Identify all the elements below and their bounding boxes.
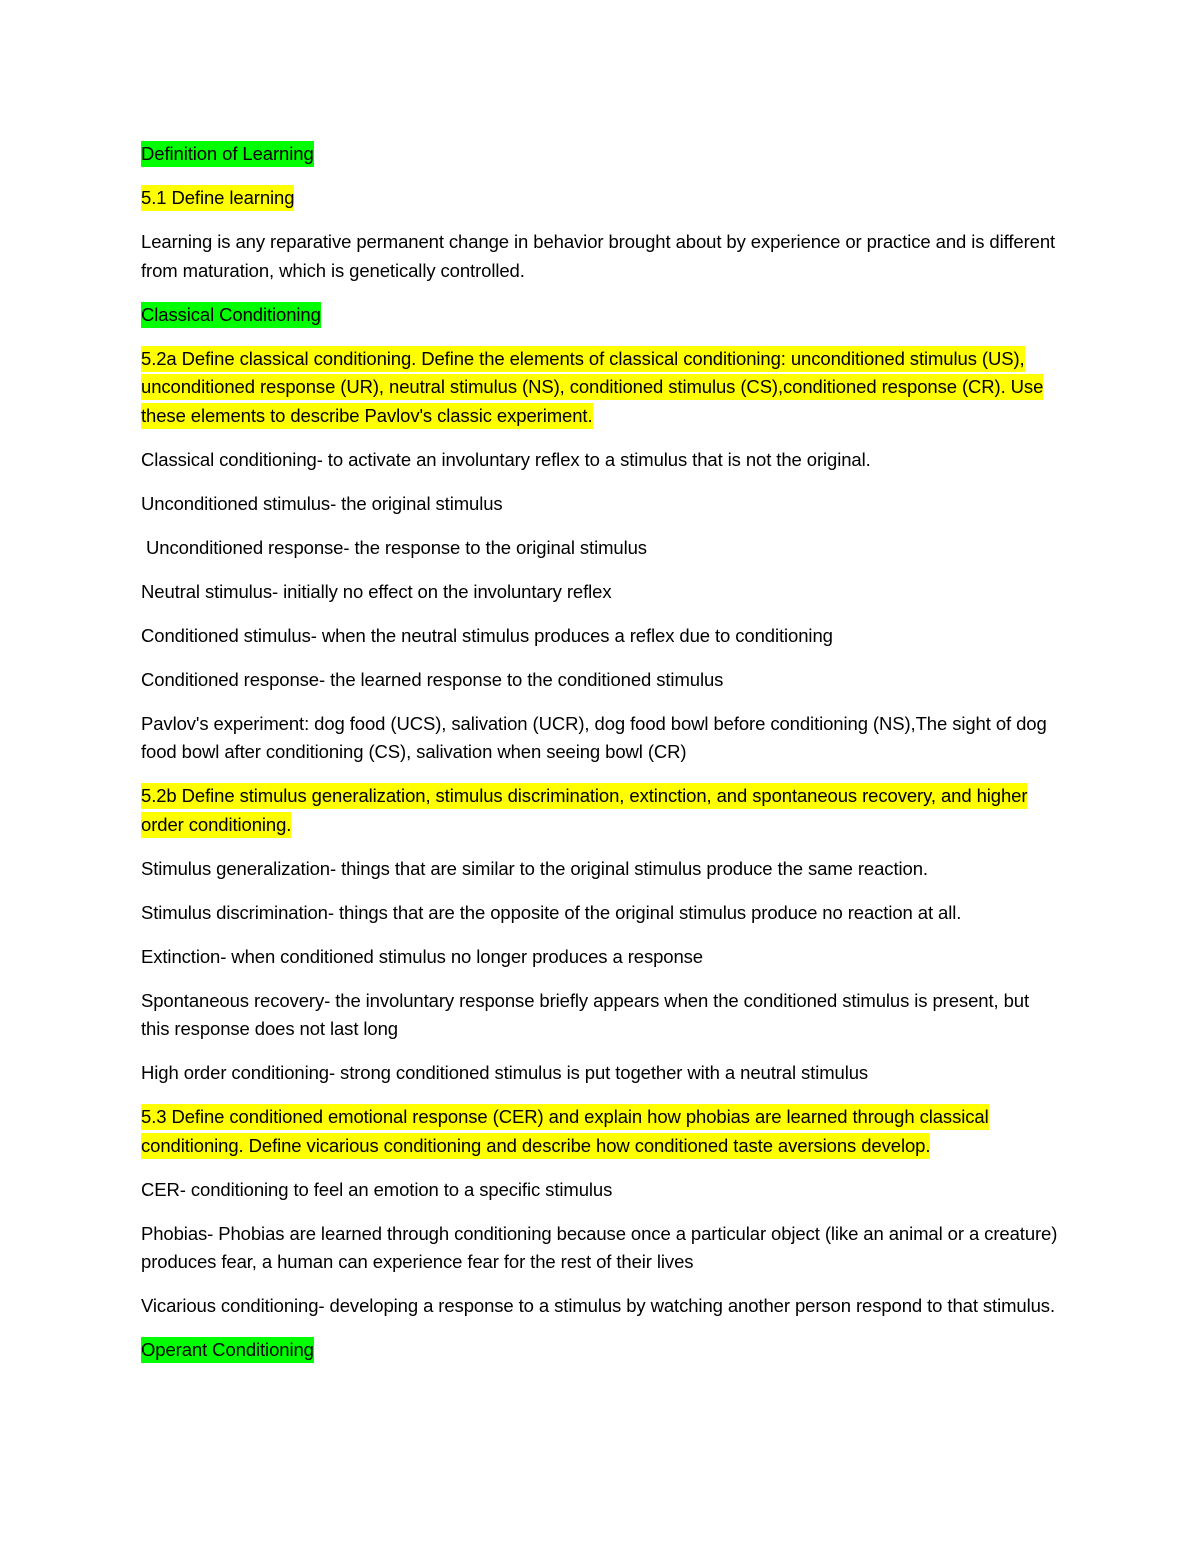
heading-text: Definition of Learning xyxy=(141,141,314,167)
answer-paragraph: Neutral stimulus- initially no effect on the involuntary reflex xyxy=(141,580,612,602)
section-heading-definition-of-learning xyxy=(141,140,1060,169)
question-5-1 xyxy=(141,184,1060,213)
answer-paragraph: Extinction- when conditioned stimulus no longer produces a response xyxy=(141,945,703,967)
answer-paragraph: Learning is any reparative permanent change in behavior brought about by experience or practice and is different from maturation, which is genetically controlled. xyxy=(141,231,1056,281)
answer-paragraph: Unconditioned stimulus- the original stimulus xyxy=(141,492,503,514)
answer-paragraph: Spontaneous recovery- the involuntary response briefly appears when the conditioned stimulus is present, but this response does not last long xyxy=(141,989,1029,1039)
question-text: 5.3 Define conditioned emotional response (CER) and explain how phobias are learned through classical conditioning. Define vicarious conditioning and describe how conditioned taste aversions develop. xyxy=(141,1104,989,1159)
heading-text: Classical Conditioning xyxy=(141,302,321,328)
answer-paragraph: Pavlov's experiment: dog food (UCS), salivation (UCR), dog food bowl before conditioning (NS),The sight of dog food bowl after conditioning (CS), salivation when seeing bowl (CR) xyxy=(141,712,1047,762)
question-text: 5.2b Define stimulus generalization, stimulus discrimination, extinction, and spontaneous recovery, and higher order conditioning. xyxy=(141,783,1027,838)
question-5-2a xyxy=(141,345,1060,431)
question-5-3 xyxy=(141,1103,1060,1160)
answer-paragraph: High order conditioning- strong conditioned stimulus is put together with a neutral stimulus xyxy=(141,1062,869,1083)
section-heading-classical-conditioning xyxy=(141,301,1060,330)
answer-paragraph: Phobias- Phobias are learned through conditioning because once a particular object (like an animal or a creature) produces fear, a human can experience fear for the rest of their lives xyxy=(141,1222,1058,1272)
question-text: 5.1 Define learning xyxy=(141,185,294,211)
answer-paragraph: Unconditioned response- the response to the original stimulus xyxy=(141,536,647,558)
answer-paragraph: Conditioned stimulus- when the neutral stimulus produces a reflex due to conditioning xyxy=(141,624,833,646)
heading-text: Operant Conditioning xyxy=(141,1337,314,1363)
question-text: 5.2a Define classical conditioning. Define the elements of classical conditioning: unconditioned stimulus (US), unconditioned response (UR), neutral stimulus (NS), conditioned stimulus (CS),conditioned response (CR). Use these elements to describe Pavlov's classic experiment. xyxy=(141,346,1043,429)
answer-paragraph: CER- conditioning to feel an emotion to a specific stimulus xyxy=(141,1178,613,1200)
question-5-2b xyxy=(141,782,1060,839)
section-heading-operant-conditioning xyxy=(141,1336,1060,1365)
answer-paragraph: Classical conditioning- to activate an involuntary reflex to a stimulus that is not the original. xyxy=(141,448,871,470)
answer-paragraph: Stimulus generalization- things that are similar to the original stimulus produce the same reaction. xyxy=(141,857,928,879)
answer-paragraph: Vicarious conditioning- developing a response to a stimulus by watching another person respond to that stimulus. xyxy=(141,1295,1055,1316)
answer-paragraph: Conditioned response- the learned response to the conditioned stimulus xyxy=(141,668,724,690)
answer-paragraph: Stimulus discrimination- things that are the opposite of the original stimulus produce no reaction at all. xyxy=(141,901,962,923)
